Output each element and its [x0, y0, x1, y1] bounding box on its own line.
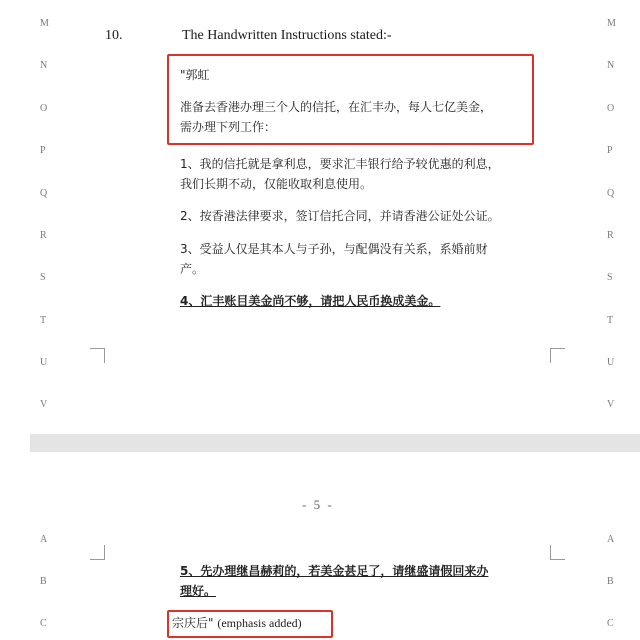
- margin-letter: C: [607, 618, 614, 629]
- salutation: "郭虹: [180, 68, 210, 82]
- margin-letter: U: [40, 357, 48, 368]
- margin-letter: C: [40, 618, 47, 629]
- margin-letter: Q: [40, 188, 48, 199]
- instruction-item: 3、受益人仅是其本人与子孙，与配偶没有关系，系婚前财: [180, 242, 488, 256]
- instruction-item-emphasized: 理好。: [180, 584, 217, 598]
- margin-letter: B: [607, 576, 614, 587]
- corner-mark: [90, 545, 105, 560]
- margin-letter: P: [607, 145, 613, 156]
- margin-letter: M: [40, 18, 49, 29]
- instruction-item: 1、我的信托就是拿利息，要求汇丰银行给予较优惠的利息，: [180, 157, 500, 171]
- margin-letter: P: [40, 145, 46, 156]
- intro-line: 准备去香港办理三个人的信托，在汇丰办，每人七亿美金，: [180, 100, 493, 114]
- page-separator: [30, 434, 640, 452]
- paragraph-heading: The Handwritten Instructions stated:-: [182, 28, 392, 43]
- instruction-item-emphasized: 5、先办理继昌赫莉的，若美金甚足了，请继盛请假回来办: [180, 564, 489, 578]
- margin-letter: Q: [607, 188, 615, 199]
- page-number: - 5 -: [302, 497, 334, 512]
- margin-letter: B: [40, 576, 47, 587]
- margin-letter: O: [40, 103, 48, 114]
- margin-letter: N: [40, 60, 48, 71]
- closing-line: [172, 612, 302, 634]
- margin-letter: N: [607, 60, 615, 71]
- margin-letter: S: [40, 272, 46, 283]
- margin-letter: M: [607, 18, 616, 29]
- margin-letter: R: [607, 230, 614, 241]
- margin-letter: A: [40, 534, 48, 545]
- corner-mark: [90, 348, 105, 363]
- corner-mark: [550, 348, 565, 363]
- margin-letter: S: [607, 272, 613, 283]
- instruction-item: 产。: [180, 262, 205, 276]
- signature-text: 宗庆后": [172, 616, 214, 630]
- margin-letter: T: [40, 315, 47, 326]
- intro-line: 需办理下列工作：: [180, 120, 277, 134]
- emphasis-note: (emphasis added): [217, 616, 302, 630]
- instruction-item-emphasized: 4、汇丰账目美金尚不够，请把人民币换成美金。: [180, 294, 441, 308]
- margin-letter: R: [40, 230, 47, 241]
- margin-letter: V: [40, 399, 48, 410]
- margin-letter: O: [607, 103, 615, 114]
- margin-letter: U: [607, 357, 615, 368]
- instruction-item: 2、按香港法律要求，签订信托合同，并请香港公证处公证。: [180, 209, 500, 223]
- instruction-item: 我们长期不动，仅能收取利息使用。: [180, 177, 373, 191]
- paragraph-number: 10.: [105, 28, 123, 43]
- margin-letter: A: [607, 534, 615, 545]
- margin-letter: T: [607, 315, 614, 326]
- margin-letter: V: [607, 399, 615, 410]
- corner-mark: [550, 545, 565, 560]
